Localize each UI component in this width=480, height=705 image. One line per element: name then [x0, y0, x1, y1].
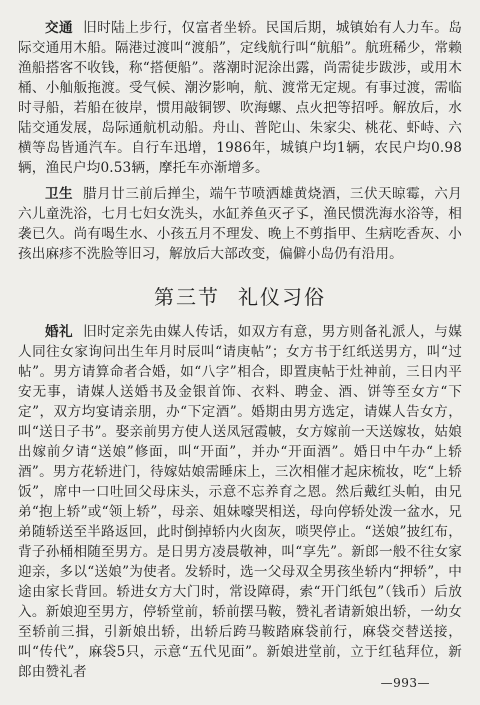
paragraph-text: 旧时陆上步行，仅富者坐轿。民国后期，城镇始有人力车。岛际交通用木船。隔港过渡叫“渡船”，定线航行叫“航船”。航班稀少，常赖渔船搭客不收钱，称“搭便船”。落潮时泥涂出露，尚需徒步跋涉，或用木桶、小舢舨拖渡。受气候、潮汐影响，航、渡常无定规。有事过渡，需临时寻船，若船在彼岸，惯用敲铜锣、吹海螺、点火把等招呼。解放后，水陆交通发展，岛际通航机动船。舟山、普陀山、朱家尖、桃花、虾峙、六横等岛皆通汽车。自行车迅增，1986年，城镇户均1辆，农民户均0.98辆，渔民户均0.53辆，摩托车亦渐增多。 — [18, 20, 462, 176]
section-title: 礼仪习俗 — [238, 285, 326, 309]
paragraph-text: 旧时定亲先由媒人传话，如双方有意，男方则备礼派人，与媒人同往女家询问出生年月时辰叫“请庚帖”；女方书于红纸送男方，叫“过帖”。男方请算命者合婚，如“八字”相合，即置庚帖于灶神前，三日内平安无事，请媒人送婚书及金银首饰、衣料、聘金、酒、饼等至女方“下定”，双方均宴请亲朋，办“下定酒”。婚期由男方选定，请媒人告女方，叫“送日子书”。娶亲前男方使人送凤冠霞帔，女方嫁前一天送嫁妆，姑娘出嫁前夕请“送娘”修面，叫“开面”，并办“开面酒”。婚日中午办“上轿酒”。男方花轿进门，待嫁姑娘需睡床上，三次相催才起床梳妆，吃“上轿饭”，席中一口吐回父母床头，示意不忘养育之恩。然后戴红头帕，由兄弟“抱上轿”或“领上轿”，母亲、姐妹嚎哭相送，母向停轿处泼一盆水，兄弟随轿送至半路返回，此时倒掉轿内火囱灰，唢哭停止。“送娘”披红布，背子孙桶相随至男方。是日男方凌晨敬神，叫“享先”。新郎一般不往女家迎亲，多以“送娘”为使者。发轿时，选一父母双全男孩坐轿内“押轿”，中途由家长背回。轿进女方大门时，常设障碍，索“开门纸包”（钱币）后放入。新娘迎至男方，停轿堂前，轿前摆马鞍，赞礼者请新娘出轿，一幼女至轿前三揖，引新娘出轿，出轿后跨马鞍踏麻袋前行，麻袋交替送接，叫“传代”，麻袋5只，示意“五代见面”。新娘进堂前，立于红毡拜位，新郎由赞礼者 — [18, 324, 462, 680]
term-transportation: 交通 — [45, 20, 74, 36]
term-wedding: 婚礼 — [45, 324, 74, 340]
term-hygiene: 卫生 — [45, 186, 74, 202]
page-number: —993— — [380, 676, 430, 690]
paragraph-hygiene — [18, 184, 462, 264]
section-number: 第三节 — [154, 285, 220, 309]
paragraph-text: 腊月廿三前后掸尘，端午节喷洒雄黄烧酒，三伏天晾霉，六月六儿童洗浴，七月七妇女洗头，水缸养鱼灭孑孓，渔民惯洗海水浴等，相袭已久。尚有喝生水、小孩五月不理发、晚上不剪指甲、生病吃香灰、小孩出麻疹不洗脸等旧习，解放后大部改变，偏僻小岛仍有沿用。 — [18, 186, 462, 262]
section-heading — [18, 284, 462, 310]
paragraph-wedding — [18, 322, 462, 682]
paragraph-transportation — [18, 18, 462, 178]
